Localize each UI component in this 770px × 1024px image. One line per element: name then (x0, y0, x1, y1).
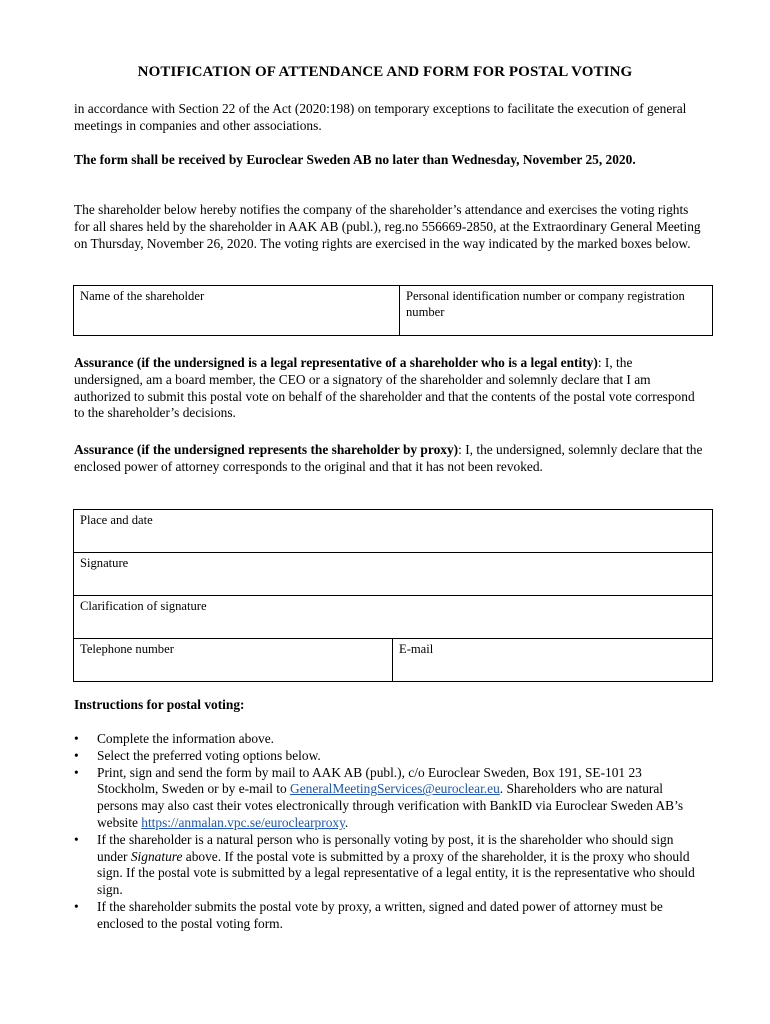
shareholder-name-field[interactable] (74, 286, 400, 336)
assurance-entity-paragraph (74, 355, 704, 422)
signature-field[interactable] (74, 553, 713, 596)
list-item: • Complete the information above. (74, 731, 704, 748)
email-field[interactable] (393, 639, 713, 682)
clarification-field[interactable] (74, 596, 713, 639)
place-date-label: Place and date (80, 513, 153, 527)
shareholder-name-label: Name of the shareholder (80, 289, 205, 303)
signature-emphasis: Signature (130, 848, 183, 864)
assurance-proxy-text: : I, the undersigned, solemnly declare that the enclosed power of attorney corresponds to the original and that it has not been revoked. (74, 442, 703, 474)
page-title: NOTIFICATION OF ATTENDANCE AND FORM FOR POSTAL VOTING (137, 64, 633, 80)
place-date-field[interactable] (74, 510, 713, 553)
list-item: • If the shareholder submits the postal vote by proxy, a written, signed and dated power of attorney must be enclosed to the postal voting form. (74, 899, 704, 933)
assurance-entity-heading: Assurance (if the undersigned is a legal representative of a shareholder who is a legal entity) (74, 355, 598, 370)
instructions-heading: Instructions for postal voting: (74, 697, 245, 712)
list-item: • If the shareholder is a natural person who is personally voting by post, it is the shareholder who should sign under Signature above. If the postal vote is submitted by a proxy of the shareholder, it is the proxy who should sign. If the postal vote is submitted by a legal representative of a legal entity, it is the representative who should sign. (74, 832, 704, 899)
deadline-paragraph: The form shall be received by Euroclear Sweden AB no later than Wednesday, November 25, 2020. (74, 152, 636, 167)
assurance-proxy-paragraph (74, 442, 704, 476)
assurance-proxy-heading: Assurance (if the undersigned represents the shareholder by proxy) (74, 442, 459, 457)
list-item: • Print, sign and send the form by mail to AAK AB (publ.), c/o Euroclear Sweden, Box 191, SE-101 23 Stockholm, Sweden or by e-mail to GeneralMeetingServices@euroclear.eu. Shareholders who are natural persons may also cast their votes electronically through verification with BankID via Euroclear Sweden AB’s website https://anmalan.vpc.se/euroclearproxy. (74, 765, 704, 832)
telephone-label: Telephone number (80, 642, 174, 656)
shareholder-table (73, 285, 713, 336)
instructions-list (74, 731, 704, 933)
intro-paragraph: in accordance with Section 22 of the Act (2020:198) on temporary exceptions to facilitate the execution of general meetings in companies and other associations. (74, 101, 687, 133)
signature-label: Signature (80, 556, 129, 570)
notice-paragraph: The shareholder below hereby notifies the company of the shareholder’s attendance and exercises the voting rights for all shares held by the shareholder in AAK AB (publ.), reg.no 556669-2850, at the Extraordinary General Meeting on Thursday, November 26, 2020. The voting rights are exercised in the way indicated by the marked boxes below. (74, 202, 701, 251)
telephone-field[interactable] (74, 639, 393, 682)
email-label: E-mail (399, 642, 434, 656)
website-link[interactable]: https://anmalan.vpc.se/euroclearproxy (141, 814, 345, 830)
list-item: • Select the preferred voting options below. (74, 748, 704, 765)
signature-table (73, 509, 713, 682)
shareholder-id-label: Personal identification number or company registration number (406, 289, 685, 319)
assurance-entity-text: : I, the undersigned, am a board member, the CEO or a signatory of the shareholder and solemnly declare that I am authorized to submit this postal vote on behalf of the shareholder and that the contents of the postal vote correspond to the shareholder’s decisions. (74, 355, 695, 421)
clarification-label: Clarification of signature (80, 599, 207, 613)
shareholder-id-field[interactable] (400, 286, 713, 336)
email-link[interactable]: GeneralMeetingServices@euroclear.eu (290, 781, 500, 797)
